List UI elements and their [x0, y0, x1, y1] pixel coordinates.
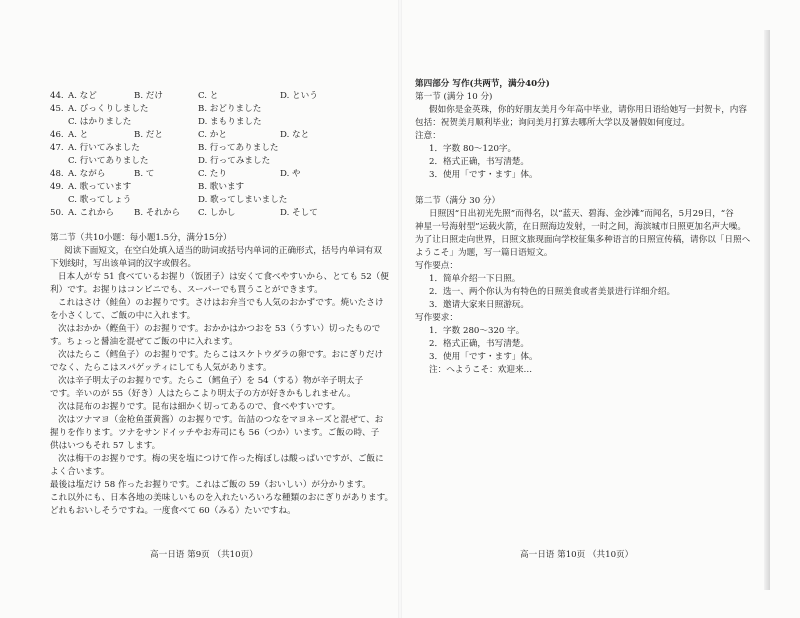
option-c: C. 歌ってしょう	[68, 195, 132, 205]
paper-edge-shadow	[764, 30, 770, 590]
requirement-item: 1．字数 280～320 字。	[429, 326, 525, 336]
question-number: 48.	[50, 169, 64, 179]
option-b: B. おどりました	[198, 104, 262, 114]
prompt-line: 为了让日照走向世界，日照文旅现面向学校征集多种语言的日照宣传稿，请你以「日照へ	[415, 235, 751, 245]
question-number: 47.	[50, 143, 64, 153]
option-c: C. かと	[198, 130, 227, 140]
right-page	[400, 0, 800, 618]
multiple-choice-options	[50, 90, 390, 220]
question-number: 45.	[50, 104, 64, 114]
option-a: A. 行いてみました	[68, 143, 140, 153]
option-row	[50, 155, 390, 168]
points-label: 写作要点：	[415, 261, 458, 271]
option-b: B. 歌います	[198, 182, 245, 192]
passage-line: 次はたらこ（鳕鱼子）のお握りです。たらこはスケトウダラの卵です。おにぎりだけ	[58, 350, 384, 360]
instruction-line: 下划线时，写出该单词的汉字或假名。	[50, 259, 197, 269]
passage-line: 握りを作ります。ツナをサンドイッチやお寿司にも 56（つか）います。ご飯の時、子	[50, 428, 380, 438]
option-a: A. ながら	[68, 169, 106, 179]
passage-line: 次はツナマヨ（金枪鱼蛋黄酱）のお握りです。缶詰のつなをマヨネーズと混ぜて、お	[58, 415, 384, 425]
question-number: 44.	[50, 91, 64, 101]
prompt-line: ようこそ」为题，写一篇日语短文。	[415, 248, 553, 258]
option-row	[50, 194, 390, 207]
section-two-title: 第二节（满分 30 分）	[415, 196, 501, 206]
option-row	[50, 116, 390, 129]
prompt-line: 日照因“日出初光先照”而得名，以“蓝天、碧海、金沙滩”而闻名，5月29日，“谷	[429, 209, 734, 219]
option-row	[50, 168, 390, 181]
option-b: B. だけ	[134, 91, 163, 101]
option-a: A. と	[68, 130, 89, 140]
option-a: A. びっくりしました	[68, 104, 149, 114]
note-item: 2．格式正确，书写清楚。	[429, 157, 529, 167]
option-b: B. だと	[134, 130, 163, 140]
passage-line: これ以外にも、日本各地の美味しいものを入れたいろいろな種類のおにぎりがあります。	[50, 493, 394, 503]
requirements-label: 写作要求：	[415, 313, 458, 323]
option-a: A. 歌っています	[68, 182, 132, 192]
option-d: D. なと	[280, 130, 310, 140]
option-b: B. 行ってありました	[198, 143, 279, 153]
option-d: D. 歌ってしまいました	[198, 195, 288, 205]
note-text: 注：へようこそ：欢迎来…	[429, 365, 533, 375]
option-d: D. という	[280, 91, 318, 101]
section-two	[50, 232, 394, 518]
option-row	[50, 103, 390, 116]
writing-section	[415, 78, 755, 377]
prompt-line: 神星一号海射型”运载火箭，在日照海边发射，一时之间，海滨城市日照更加名声大噪。	[415, 222, 746, 232]
option-row	[50, 207, 390, 220]
requirement-item: 2．格式正确，书写清楚。	[429, 339, 529, 349]
question-number: 50.	[50, 208, 64, 218]
prompt-line: 假如你是金英珠，你的好朋友美月今年高中毕业，请你用日语给她写一封贺卡，内容	[429, 105, 747, 115]
passage-line: す。ちょっと醤油を混ぜてご飯の中に入れます。	[50, 337, 238, 347]
point-item: 1．简单介绍一下日照。	[429, 274, 521, 284]
option-d: D. 行ってみました	[198, 156, 271, 166]
option-c: C. はかりました	[68, 117, 132, 127]
prompt-line: 包括：祝贺美月顺利毕业；询问美月打算去哪所大学以及暑假如何度过。	[415, 118, 691, 128]
passage-line: 日本人が专 51 食べているお握り（饭团子）は安くて食べやすいから、とても 52（便	[58, 272, 389, 282]
option-row	[50, 142, 390, 155]
page-footer: 高一日语 第9页 （共10页）	[150, 550, 258, 560]
option-b: B. て	[134, 169, 155, 179]
option-d: D. そして	[280, 208, 318, 218]
passage-line: これはさけ（鲑鱼）のお握りです。さけはお弁当でも人気のおかずです。焼いたさけ	[58, 298, 384, 308]
passage-line: 最後は塩だけ 58 作ったお握りです。これはご飯の 59（おいしい）が分かります。	[50, 480, 371, 490]
passage-line: を小さくして、ご飯の中に入れます。	[50, 311, 196, 321]
option-c: C. と	[198, 91, 219, 101]
note-item: 1．字数 80～120字。	[429, 144, 517, 154]
question-number: 46.	[50, 130, 64, 140]
question-number: 49.	[50, 182, 64, 192]
section-header: 第二节（共10小题：每小题1.5分，满分15分）	[50, 233, 232, 243]
passage-line: 次は昆布のお握りです。昆布は細かく切ってあるので、食べやすいです。	[58, 402, 341, 412]
note-label: 注意：	[415, 131, 441, 141]
option-d: D. まもりました	[198, 117, 262, 127]
page-footer: 高一日语 第10页 （共10页）	[520, 550, 634, 560]
option-c: C. たり	[198, 169, 227, 179]
passage-line: 次はおかか（鲣鱼干）のお握りです。おかかはかつおを 53（うすい）切ったもので	[58, 324, 381, 334]
passage-line: 供はいつもそれ 57 します。	[50, 441, 161, 451]
option-b: B. それから	[134, 208, 181, 218]
passage-line: でなく、たらこはスパゲッティにしても人気があります。	[50, 363, 272, 373]
option-a: A. など	[68, 91, 97, 101]
requirement-item: 3．使用「です・ます」体。	[429, 352, 538, 362]
passage-line: 次は梅干のお握りです。梅の実を塩につけて作った梅ぼしは酸っぱいですが、ご飯に	[58, 454, 384, 464]
option-a: A. これから	[68, 208, 115, 218]
passage-line: 次は辛子明太子のお握りです。たらこ（鳕鱼子）を 54（する）物が辛子明太子	[58, 376, 364, 386]
passage-line: どれもおいしそうですね。一度食べて 60（みる）たいですね。	[50, 506, 296, 516]
passage-line: 利）です。お握りはコンビニでも、スーパーでも買うことができます。	[50, 285, 323, 295]
option-row	[50, 129, 390, 142]
section-one-title: 第一节 (满分 10 分)	[415, 92, 493, 102]
instruction-line: 阅读下面短文，在空白处填入适当的助词或括号内单词的正确形式，括号内单词有双	[64, 246, 382, 256]
note-item: 3．使用「です・ます」体。	[429, 170, 538, 180]
option-c: C. 行いてありました	[68, 156, 149, 166]
option-row	[50, 181, 390, 194]
option-d: D. や	[280, 169, 301, 179]
option-row	[50, 90, 390, 103]
passage-line: です。辛いのが 55（好き）人はたらこより明太子の方が好きかもしれません。	[50, 389, 356, 399]
point-item: 3．邀请大家来日照游玩。	[429, 300, 529, 310]
spacer	[415, 182, 755, 195]
option-c: C. しかし	[198, 208, 236, 218]
passage-line: よく合います。	[50, 467, 110, 477]
point-item: 2．选一、两个你认为有特色的日照美食或者美景进行详细介绍。	[429, 287, 676, 297]
part-title: 第四部分 写作(共两节，满分40分)	[415, 79, 550, 89]
